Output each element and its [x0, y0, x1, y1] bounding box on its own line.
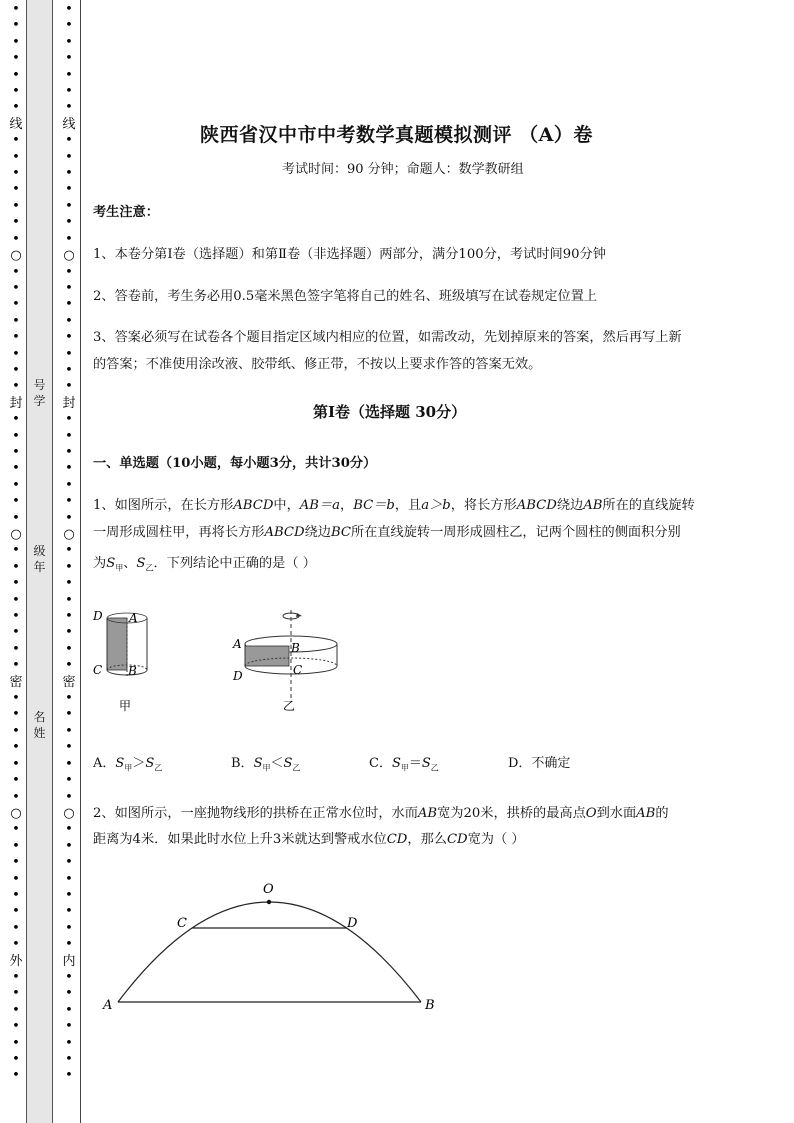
q1-line-2: 一周形成圆柱甲，再将长方形ABCD绕边BC所在直线旋转一周形成圆柱乙，记两个圆柱的侧面积分别	[93, 525, 681, 540]
q1-line-3: 为$S_甲$、$S_乙$．下列结论中正确的是（ ）	[93, 556, 316, 573]
margin-dot: •	[12, 1052, 20, 1067]
margin-dot: •	[65, 937, 73, 953]
margin-dot: •	[65, 280, 73, 296]
label-C: C	[93, 663, 103, 677]
margin-dot: •	[12, 1019, 20, 1035]
margin-dot: •	[12, 346, 20, 362]
q2-line-1: 2、如图所示，一座抛物线形的拱桥在正常水位时，水而AB宽为20米，拱桥的最高点O到水面AB的	[93, 806, 669, 821]
q1-option-a[interactable]: A．$S_甲>S_乙$	[93, 756, 163, 773]
label-D: D	[347, 916, 358, 931]
margin-label: 密	[62, 674, 76, 690]
margin-dot: •	[65, 592, 73, 608]
margin-dot: •	[12, 723, 20, 739]
margin-dot: •	[12, 297, 20, 313]
margin-dot: •	[12, 904, 20, 920]
margin-dot: •	[65, 182, 73, 198]
margin-dot: •	[65, 198, 73, 214]
margin-dot: •	[12, 609, 20, 625]
margin-label: 外	[9, 953, 23, 969]
margin-dot: •	[12, 740, 20, 756]
margin-circle: ○	[63, 248, 75, 264]
margin-dot: •	[65, 67, 73, 83]
margin-dot: •	[12, 133, 20, 149]
margin-dot: •	[65, 822, 73, 838]
q1-option-c[interactable]: C．$S_甲=S_乙$	[369, 756, 439, 773]
caption-jia: 甲	[119, 699, 132, 713]
margin-dot: •	[12, 461, 20, 477]
margin-dot: •	[65, 543, 73, 559]
binding-margin-left	[9, 2, 23, 1085]
label-B: B	[291, 641, 300, 655]
margin-dot: •	[12, 871, 20, 887]
q1-option-b[interactable]: B．$S_甲<S_乙$	[231, 756, 301, 773]
margin-dot: •	[12, 100, 20, 116]
margin-dot: •	[65, 379, 73, 395]
margin-dot: •	[65, 855, 73, 871]
margin-dot: •	[65, 756, 73, 772]
label-D: D	[93, 609, 103, 623]
margin-dot: •	[12, 920, 20, 936]
margin-dot: •	[65, 51, 73, 67]
margin-dot: •	[12, 707, 20, 723]
margin-dot: •	[65, 658, 73, 674]
margin-dot: •	[65, 740, 73, 756]
margin-dot: •	[65, 986, 73, 1002]
margin-dot: •	[12, 773, 20, 789]
exam-info: 考试时间：90 分钟；命题人：数学教研组	[282, 162, 524, 177]
margin-dot: •	[65, 215, 73, 231]
section-subheading: 一、单选题（10小题，每小题3分，共计30分）	[93, 456, 377, 471]
margin-dot: •	[12, 67, 20, 83]
margin-dot: •	[12, 2, 20, 17]
margin-dot: •	[12, 51, 20, 67]
margin-dot: •	[65, 609, 73, 625]
margin-dot: •	[12, 510, 20, 526]
margin-dot: •	[65, 723, 73, 739]
margin-dot: •	[65, 297, 73, 313]
margin-dot: •	[12, 198, 20, 214]
margin-dot: •	[65, 887, 73, 903]
margin-dot: •	[65, 166, 73, 182]
margin-dot: •	[12, 1068, 20, 1084]
margin-dot: •	[12, 494, 20, 510]
margin-circle: ○	[10, 805, 22, 821]
margin-dot: •	[12, 1035, 20, 1051]
margin-dot: •	[65, 133, 73, 149]
margin-dot: •	[65, 362, 73, 378]
label-A: A	[103, 998, 113, 1013]
label-A: A	[233, 637, 242, 651]
margin-dot: •	[12, 937, 20, 953]
margin-dot: •	[12, 986, 20, 1002]
margin-dot: •	[65, 625, 73, 641]
grade-label: 级 年	[33, 544, 46, 574]
margin-dot: •	[65, 84, 73, 100]
q1-option-d[interactable]: D．不确定	[508, 756, 571, 771]
name-label: 名 姓	[33, 710, 46, 740]
margin-dot: •	[12, 559, 20, 575]
margin-dot: •	[12, 756, 20, 772]
margin-label: 线	[62, 116, 76, 132]
margin-dot: •	[12, 789, 20, 805]
margin-dot: •	[65, 1002, 73, 1018]
margin-dot: •	[65, 1068, 73, 1084]
margin-dot: •	[12, 264, 20, 280]
margin-dot: •	[12, 543, 20, 559]
margin-dot: •	[12, 84, 20, 100]
cylinder-jia	[92, 609, 147, 713]
label-O: O	[263, 882, 274, 897]
margin-dot: •	[65, 231, 73, 247]
margin-dot: •	[12, 658, 20, 674]
label-B: B	[425, 998, 435, 1013]
margin-circle: ○	[10, 248, 22, 264]
page-title: 陕西省汉中市中考数学真题模拟测评 （A）卷	[200, 124, 593, 146]
margin-dot: •	[12, 379, 20, 395]
margin-dot: •	[65, 510, 73, 526]
margin-dot: •	[65, 904, 73, 920]
margin-dot: •	[12, 691, 20, 707]
margin-dot: •	[65, 920, 73, 936]
margin-dot: •	[12, 166, 20, 182]
margin-dot: •	[65, 1019, 73, 1035]
margin-dot: •	[12, 412, 20, 428]
notice-item: 2、答卷前，考生务必用0.5毫米黑色签字笔将自己的姓名、班级填写在试卷规定位置上	[93, 289, 598, 304]
cylinder-yi	[232, 610, 337, 713]
margin-dot: •	[65, 789, 73, 805]
margin-label: 内	[62, 953, 76, 969]
label-C: C	[293, 663, 303, 677]
margin-dot: •	[65, 838, 73, 854]
margin-dot: •	[65, 34, 73, 50]
margin-dot: •	[65, 641, 73, 657]
margin-label: 封	[9, 395, 23, 411]
margin-dot: •	[65, 18, 73, 34]
margin-dot: •	[12, 477, 20, 493]
margin-dot: •	[65, 707, 73, 723]
margin-dot: •	[65, 412, 73, 428]
q1-line-1: 1、如图所示，在长方形ABCD中，AB＝a，BC＝b，且a＞b，将长方形ABCD绕边AB所在的直线旋转	[93, 498, 695, 513]
margin-dot: •	[12, 444, 20, 460]
margin-dot: •	[65, 477, 73, 493]
margin-dot: •	[12, 428, 20, 444]
vertex-O	[267, 900, 271, 904]
margin-dot: •	[65, 494, 73, 510]
margin-dot: •	[12, 625, 20, 641]
notice-item: 3、答案必须写在试卷各个题目指定区域内相应的位置，如需改动，先划掉原来的答案，然后再写上新	[93, 330, 682, 345]
margin-dot: •	[12, 215, 20, 231]
margin-dot: •	[12, 855, 20, 871]
margin-dot: •	[12, 362, 20, 378]
arch	[118, 902, 421, 1002]
margin-circle: ○	[63, 527, 75, 542]
margin-dot: •	[12, 280, 20, 296]
label-C: C	[177, 916, 187, 931]
caption-yi: 乙	[283, 699, 296, 713]
margin-dot: •	[65, 264, 73, 280]
margin-dot: •	[65, 1035, 73, 1051]
margin-dot: •	[65, 559, 73, 575]
margin-dot: •	[65, 461, 73, 477]
margin-dot: •	[12, 576, 20, 592]
margin-dot: •	[65, 1052, 73, 1067]
margin-dot: •	[65, 773, 73, 789]
margin-label: 密	[9, 674, 23, 690]
margin-circle: ○	[63, 805, 75, 821]
section-title: 第I卷（选择题 30分）	[313, 403, 467, 421]
margin-dot: •	[12, 822, 20, 838]
margin-dot: •	[12, 330, 20, 346]
margin-dot: •	[65, 576, 73, 592]
q2-line-2: 距离为4米．如果此时水位上升3米就达到警戒水位CD，那么CD宽为（ ）	[93, 832, 525, 847]
margin-dot: •	[65, 313, 73, 329]
margin-dot: •	[12, 838, 20, 854]
notice-heading: 考生注意：	[93, 205, 159, 220]
margin-dot: •	[65, 100, 73, 116]
margin-dot: •	[65, 2, 73, 17]
margin-dot: •	[65, 691, 73, 707]
margin-dot: •	[12, 969, 20, 985]
margin-dot: •	[65, 428, 73, 444]
margin-dot: •	[12, 887, 20, 903]
margin-dot: •	[12, 313, 20, 329]
label-D: D	[233, 669, 243, 683]
binding-line	[80, 0, 81, 1123]
notice-item: 的答案；不准使用涂改液、胶带纸、修正带，不按以上要求作答的答案无效。	[93, 357, 542, 372]
margin-dot: •	[65, 330, 73, 346]
margin-dot: •	[12, 34, 20, 50]
margin-label: 封	[62, 395, 76, 411]
margin-dot: •	[65, 444, 73, 460]
margin-dot: •	[12, 1002, 20, 1018]
margin-dot: •	[65, 346, 73, 362]
margin-dot: •	[12, 641, 20, 657]
margin-dot: •	[12, 149, 20, 165]
margin-circle: ○	[10, 527, 22, 542]
label-A: A	[129, 611, 138, 625]
margin-dot: •	[65, 969, 73, 985]
q1-figure	[85, 600, 355, 720]
margin-label: 线	[9, 116, 23, 132]
margin-dot: •	[12, 231, 20, 247]
notice-item: 1、本卷分第I卷（选择题）和第Ⅱ卷（非选择题）两部分，满分100分，考试时间90分钟	[93, 247, 606, 262]
binding-margin-right	[62, 2, 76, 1085]
label-B: B	[128, 664, 137, 678]
margin-dot: •	[12, 182, 20, 198]
q2-figure	[95, 875, 455, 1020]
student-id-label: 号 学	[33, 378, 46, 408]
margin-dot: •	[65, 871, 73, 887]
margin-dot: •	[12, 18, 20, 34]
margin-dot: •	[12, 592, 20, 608]
margin-dot: •	[65, 149, 73, 165]
